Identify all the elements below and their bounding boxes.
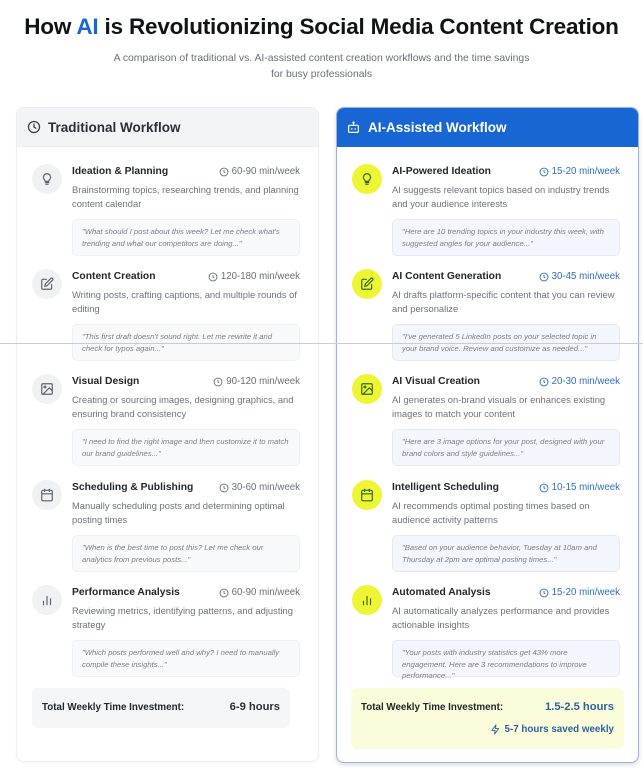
step-time: 90-120 min/week bbox=[213, 376, 300, 387]
clock-icon bbox=[539, 377, 549, 387]
robot-icon bbox=[347, 121, 361, 135]
clock-icon bbox=[27, 120, 41, 134]
step-time: 30-60 min/week bbox=[219, 482, 300, 493]
total-label: Total Weekly Time Investment: bbox=[361, 702, 504, 713]
step-quote: "Based on your audience behavior, Tuesday at 10am and Thursday at 2pm are optimal posting times..." bbox=[392, 535, 620, 572]
step-description: Brainstorming topics, researching trends, and planning content calendar bbox=[72, 184, 299, 209]
workflow-step bbox=[337, 164, 638, 269]
clock-icon bbox=[539, 272, 549, 282]
divider-line bbox=[0, 343, 643, 344]
ai-card-header bbox=[337, 108, 638, 147]
title-accent: AI bbox=[76, 14, 99, 39]
step-name: AI-Powered Ideation bbox=[392, 166, 491, 177]
step-quote: "What should I post about this week? Let me check what's trending and what our competitors are doing..." bbox=[72, 219, 300, 256]
time-saved: 5-7 hours saved weekly bbox=[490, 724, 614, 735]
step-description: Writing posts, crafting captions, and multiple rounds of editing bbox=[72, 289, 297, 314]
clock-icon bbox=[208, 272, 218, 282]
image-icon bbox=[352, 374, 382, 404]
traditional-workflow-card bbox=[16, 107, 319, 762]
step-description: AI generates on-brand visuals or enhances existing images to match your content bbox=[392, 394, 606, 419]
ai-total-box bbox=[351, 688, 624, 749]
ai-workflow-card bbox=[336, 107, 639, 763]
clock-icon bbox=[219, 588, 229, 598]
step-time: 30-45 min/week bbox=[539, 271, 620, 282]
workflow-step bbox=[17, 374, 318, 479]
ai-card-title: AI-Assisted Workflow bbox=[368, 120, 507, 135]
step-description: AI drafts platform-specific content that you can review and personalize bbox=[392, 289, 615, 314]
clock-icon bbox=[539, 483, 549, 493]
workflow-step bbox=[17, 585, 318, 690]
step-description: AI recommends optimal posting times based on audience activity patterns bbox=[392, 500, 590, 525]
calendar-icon bbox=[32, 480, 62, 510]
step-quote: "Here are 10 trending topics in your industry this week, with suggested angles for your audience..." bbox=[392, 219, 620, 256]
step-description: AI suggests relevant topics based on industry trends and your audience interests bbox=[392, 184, 610, 209]
step-time: 20-30 min/week bbox=[539, 376, 620, 387]
total-value: 1.5-2.5 hours bbox=[544, 701, 614, 713]
workflow-step bbox=[337, 480, 638, 585]
edit-icon bbox=[32, 269, 62, 299]
clock-icon bbox=[539, 588, 549, 598]
total-value: 6-9 hours bbox=[229, 701, 280, 713]
step-name: Performance Analysis bbox=[72, 587, 180, 598]
clock-icon bbox=[219, 483, 229, 493]
workflow-step bbox=[17, 269, 318, 374]
workflow-step bbox=[17, 164, 318, 269]
step-description: Reviewing metrics, identifying patterns, and adjusting strategy bbox=[72, 605, 293, 630]
image-icon bbox=[32, 374, 62, 404]
step-quote: "This first draft doesn't sound right. Let me rewrite it and check for typos again..." bbox=[72, 324, 300, 361]
step-name: Intelligent Scheduling bbox=[392, 482, 499, 493]
step-quote: "I've generated 5 LinkedIn posts on your selected topic in your brand voice. Review and customize as needed..." bbox=[392, 324, 620, 361]
bar-chart-icon bbox=[32, 585, 62, 615]
edit-icon bbox=[352, 269, 382, 299]
workflow-step bbox=[337, 374, 638, 479]
lightning-icon bbox=[490, 724, 501, 735]
step-description: Manually scheduling posts and determining optimal posting times bbox=[72, 500, 285, 525]
workflow-step bbox=[337, 585, 638, 690]
bar-chart-icon bbox=[352, 585, 382, 615]
traditional-card-title: Traditional Workflow bbox=[48, 119, 181, 135]
traditional-card-header bbox=[17, 108, 318, 147]
page-subtitle: A comparison of traditional vs. AI-assisted content creation workflows and the time savings for busy professionals bbox=[113, 53, 530, 80]
step-time: 15-20 min/week bbox=[539, 166, 620, 177]
total-label: Total Weekly Time Investment: bbox=[42, 702, 185, 713]
step-quote: "When is the best time to post this? Let me check our analytics from previous posts..." bbox=[72, 535, 300, 572]
page-title: How AI is Revolutionizing Social Media Content Creation bbox=[24, 14, 619, 39]
step-time: 60-90 min/week bbox=[219, 166, 300, 177]
workflow-step bbox=[17, 480, 318, 585]
step-quote: "Which posts performed well and why? I need to manually compile these insights..." bbox=[72, 640, 300, 677]
lightbulb-icon bbox=[352, 164, 382, 194]
step-time: 15-20 min/week bbox=[539, 587, 620, 598]
traditional-total-box bbox=[32, 688, 290, 728]
step-time: 60-90 min/week bbox=[219, 587, 300, 598]
step-quote: "Here are 3 image options for your post, designed with your brand colors and style guidelines..." bbox=[392, 429, 620, 466]
clock-icon bbox=[539, 167, 549, 177]
step-time: 120-180 min/week bbox=[208, 271, 300, 282]
clock-icon bbox=[213, 377, 223, 387]
step-description: Creating or sourcing images, designing graphics, and ensuring brand consistency bbox=[72, 394, 294, 419]
workflow-step bbox=[337, 269, 638, 374]
step-description: AI automatically analyzes performance and provides actionable insights bbox=[392, 605, 610, 630]
step-name: Scheduling & Publishing bbox=[72, 482, 194, 493]
lightbulb-icon bbox=[32, 164, 62, 194]
step-time: 10-15 min/week bbox=[539, 482, 620, 493]
step-name: Visual Design bbox=[72, 376, 140, 387]
step-name: AI Visual Creation bbox=[392, 376, 480, 387]
calendar-icon bbox=[352, 480, 382, 510]
step-name: Automated Analysis bbox=[392, 587, 491, 598]
step-name: Ideation & Planning bbox=[72, 166, 169, 177]
clock-icon bbox=[219, 167, 229, 177]
step-name: Content Creation bbox=[72, 271, 156, 282]
step-name: AI Content Generation bbox=[392, 271, 502, 282]
step-quote: "Your posts with industry statistics get 43% more engagement. Here are 3 recommendations to improve performance..." bbox=[392, 640, 620, 677]
step-quote: "I need to find the right image and then customize it to match our brand guidelines..." bbox=[72, 429, 300, 466]
